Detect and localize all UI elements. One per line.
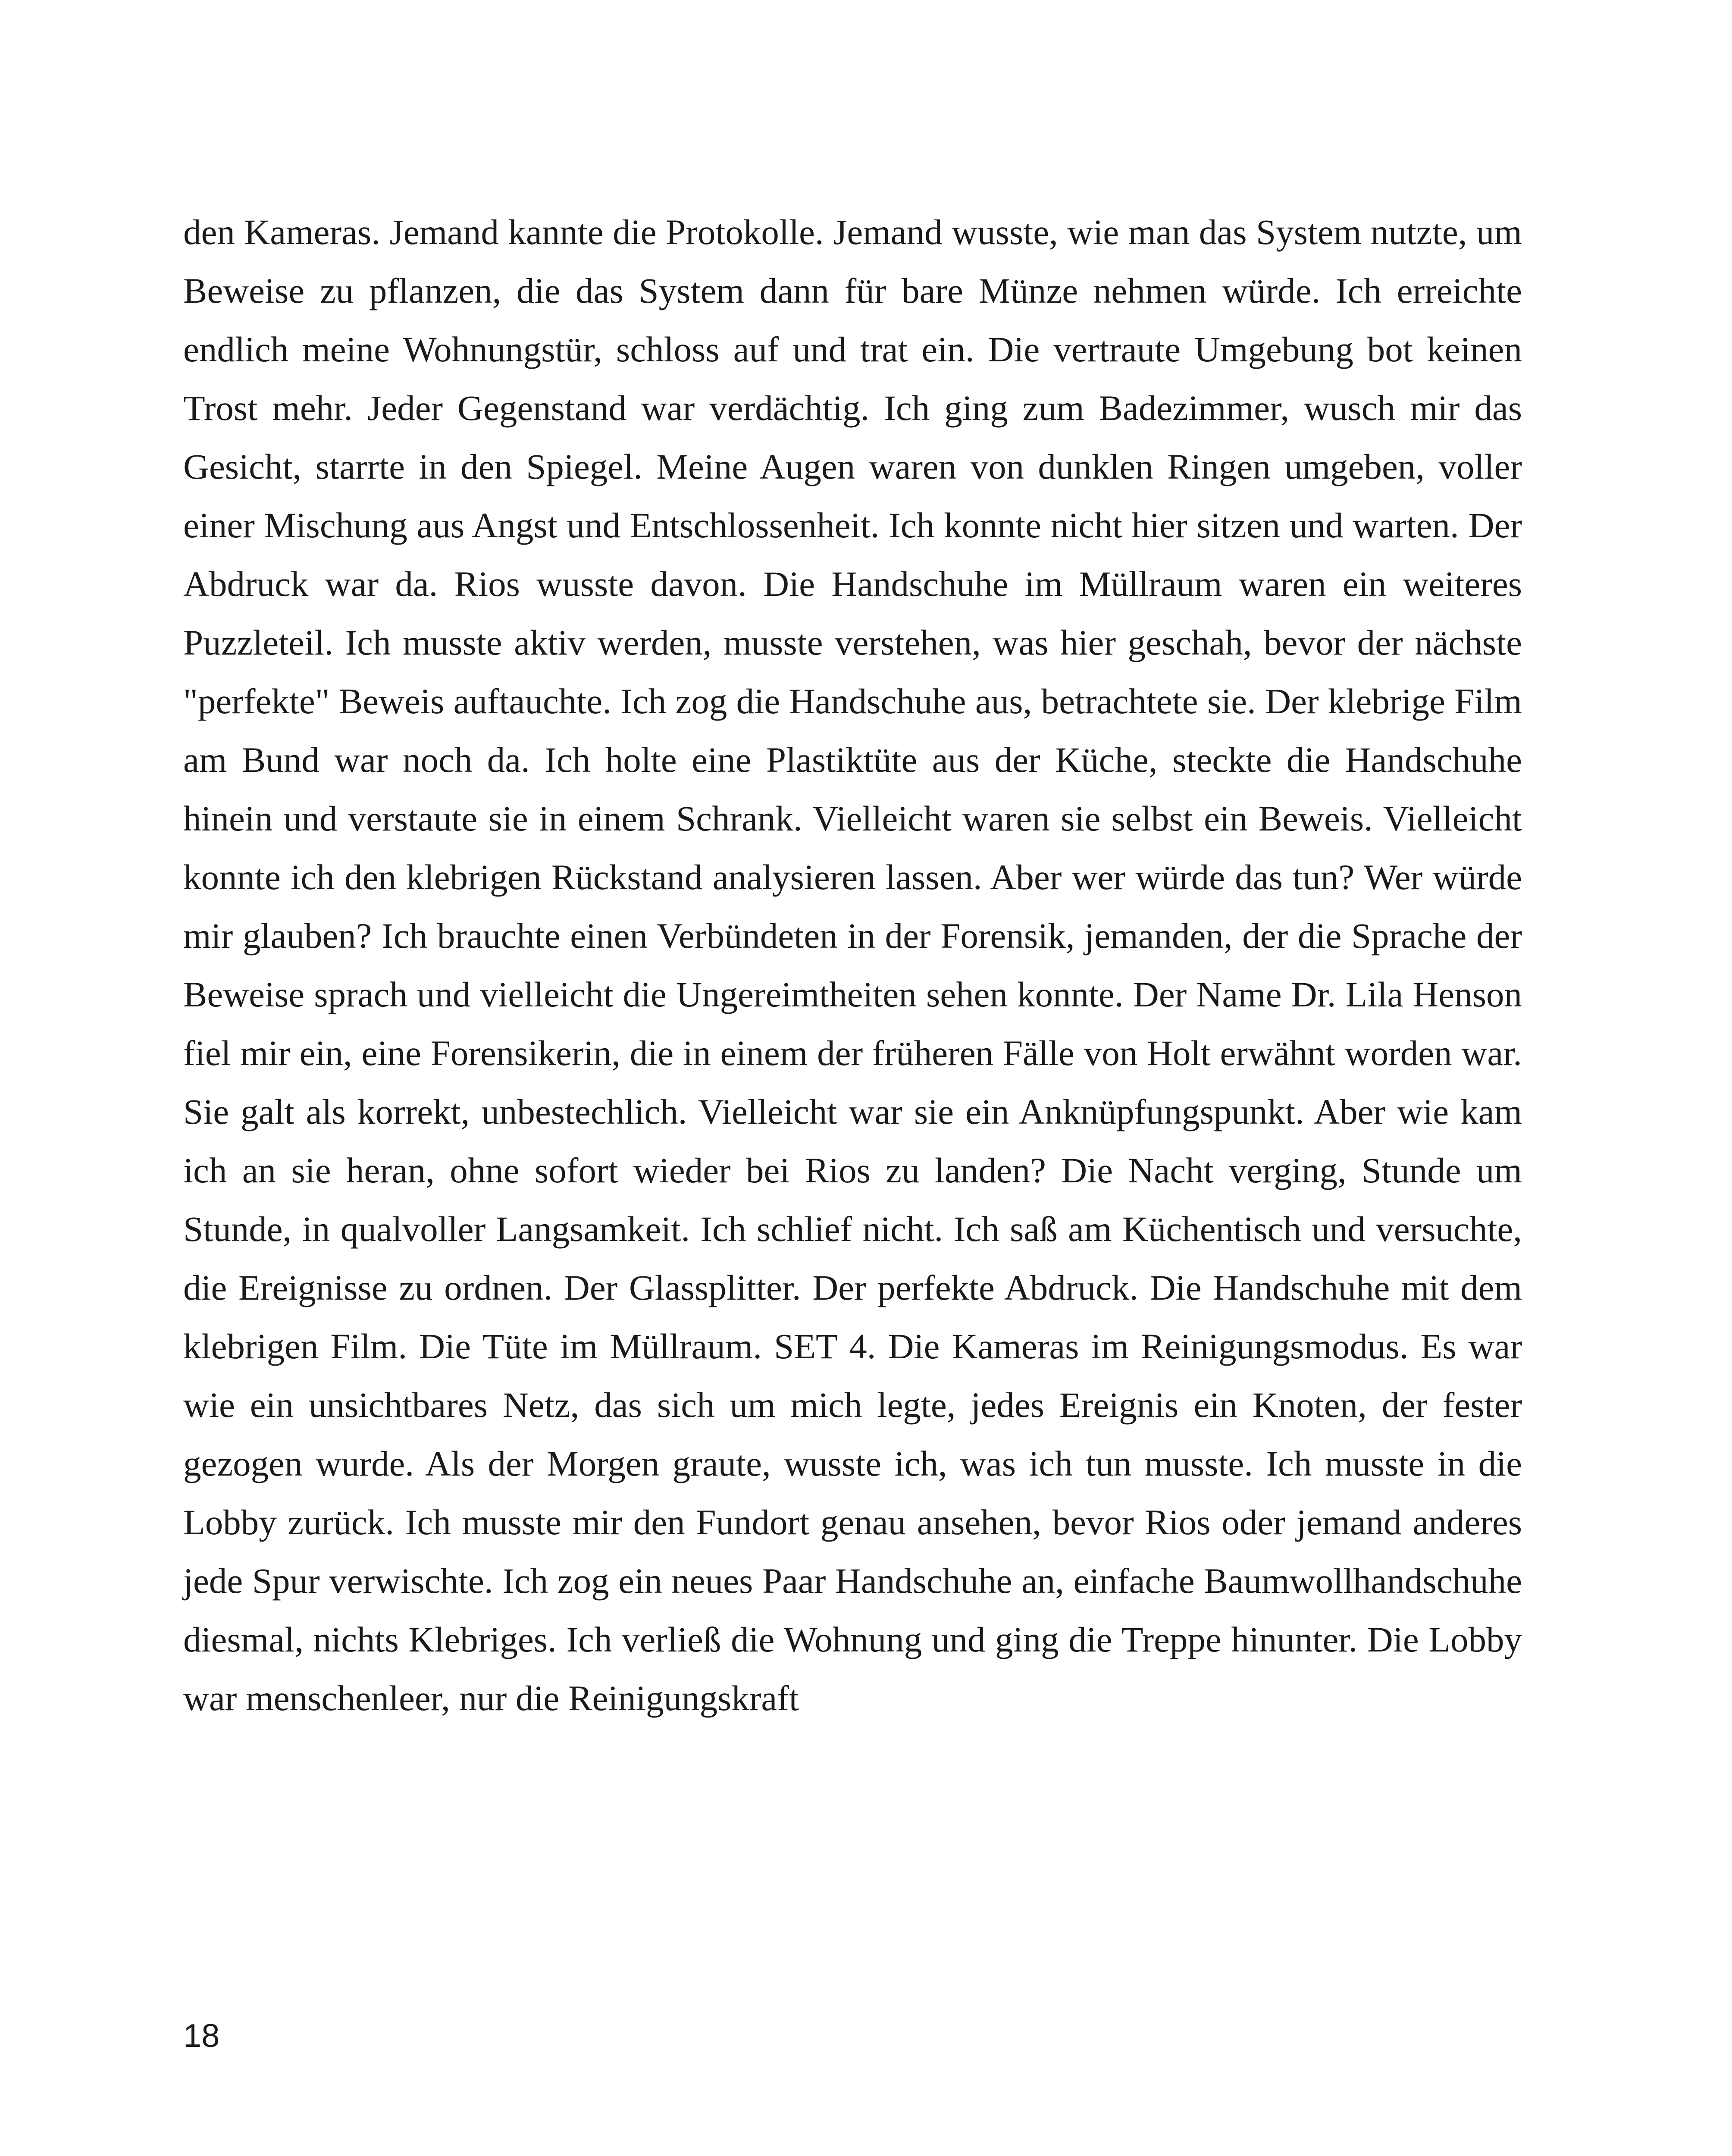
page-number: 18	[183, 2018, 220, 2054]
body-paragraph: den Kameras. Jemand kannte die Protokolle. Jemand wusste, wie man das System nutzte, um Beweise zu pflanzen, die das System dann für bare Münze nehmen würde. Ich erreichte endlich meine Wohnungstür, schloss auf und trat ein. Die vertraute Umgebung bot keinen Trost mehr. Jeder Gegenstand war verdächtig. Ich ging zum Badezimmer, wusch mir das Gesicht, starrte in den Spiegel. Meine Augen waren von dunklen Ringen umgeben, voller einer Mischung aus Angst und Entschlossenheit. Ich konnte nicht hier sitzen und warten. Der Abdruck war da. Rios wusste davon. Die Handschuhe im Müllraum waren ein weiteres Puzzleteil. Ich musste aktiv werden, musste verstehen, was hier geschah, bevor der nächste "perfekte" Beweis auftauchte. Ich zog die Handschuhe aus, betrachtete sie. Der klebrige Film am Bund war noch da. Ich holte eine Plastiktüte aus der Küche, steckte die Handschuhe hinein und verstaute sie in einem Schrank. Vielleicht waren sie selbst ein Beweis. Vielleicht konnte ich den klebrigen Rückstand analysieren lassen. Aber wer würde das tun? Wer würde mir glauben? Ich brauchte einen Verbündeten in der Forensik, jemanden, der die Sprache der Beweise sprach und vielleicht die Ungereimtheiten sehen konnte. Der Name Dr. Lila Henson fiel mir ein, eine Forensikerin, die in einem der früheren Fälle von Holt erwähnt worden war. Sie galt als korrekt, unbestechlich. Vielleicht war sie ein Anknüpfungspunkt. Aber wie kam ich an sie heran, ohne sofort wieder bei Rios zu landen? Die Nacht verging, Stunde um Stunde, in qualvoller Langsamkeit. Ich schlief nicht. Ich saß am Küchentisch und versuchte, die Ereignisse zu ordnen. Der Glassplitter. Der perfekte Abdruck. Die Handschuhe mit dem klebrigen Film. Die Tüte im Müllraum. SET 4. Die Kameras im Reinigungsmodus. Es war wie ein unsichtbares Netz, das sich um mich legte, jedes Ereignis ein Knoten, der fester gezogen wurde. Als der Morgen graute, wusste ich, was ich tun musste. Ich musste in die Lobby zurück. Ich musste mir den Fundort genau ansehen, bevor Rios oder jemand anderes jede Spur verwischte. Ich zog ein neues Paar Handschuhe an, einfache Baumwollhandschuhe diesmal, nichts Klebriges. Ich verließ die Wohnung und ging die Treppe hinunter. Die Lobby war menschenleer, nur die Reinigungskraft	[183, 212, 1522, 1718]
